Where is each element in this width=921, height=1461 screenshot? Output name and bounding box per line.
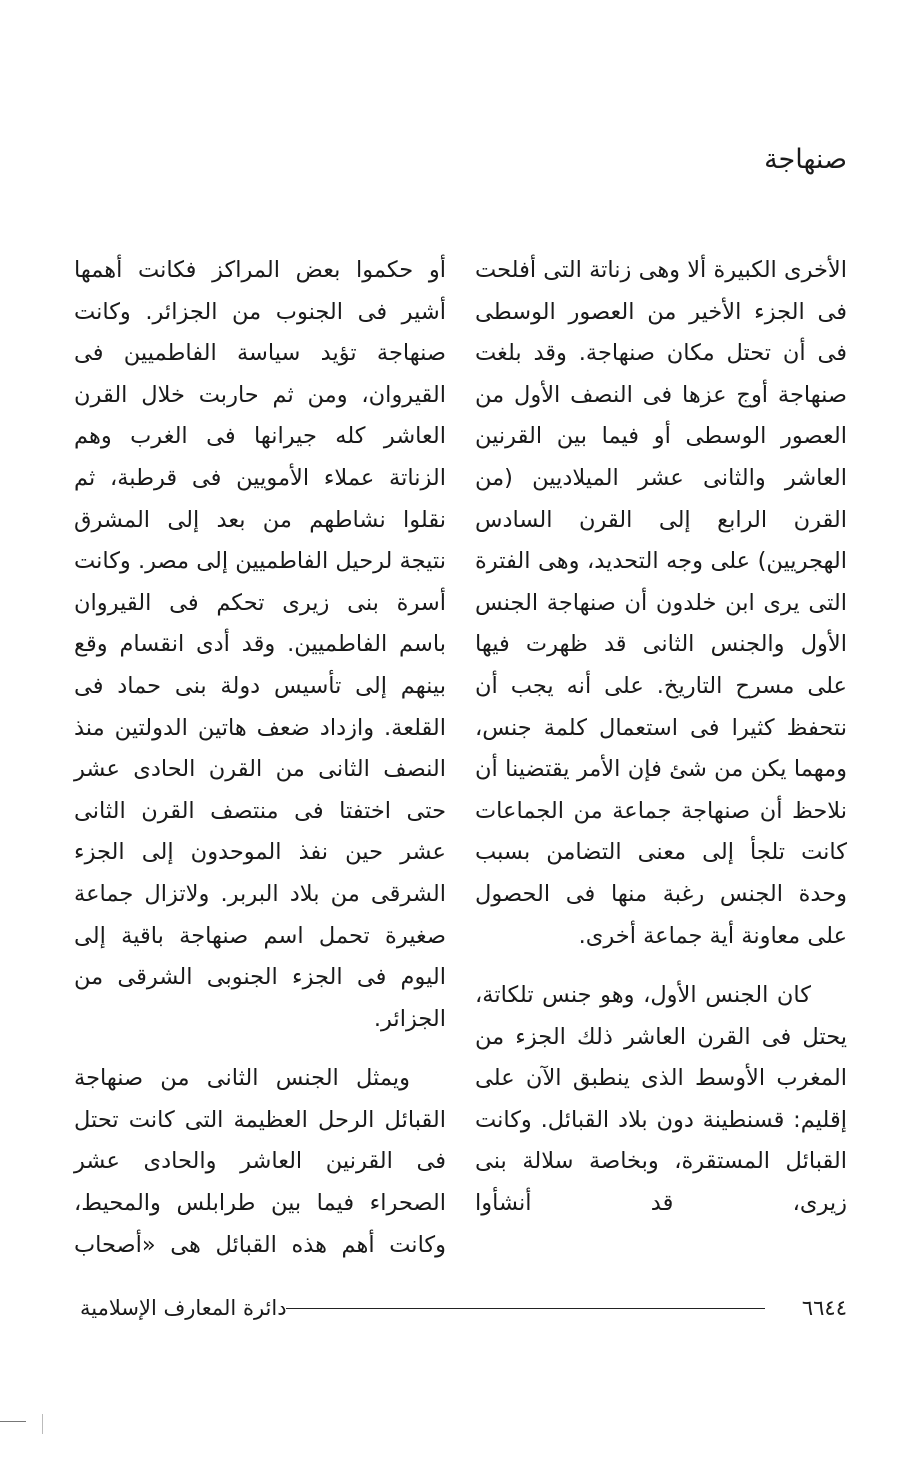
text-column-left xyxy=(74,250,446,1266)
page-footer xyxy=(74,1290,847,1330)
paragraph: أو حكموا بعض المراكز فكانت أهمها أشير فى الجنوب من الجزائر. وكانت صنهاجة تؤيد سياسة الفاطميين فى القيروان، ومن ثم حاربت خلال القرن العاشر كله جيرانها فى الغرب وهم الزناتة عملاء الأمويين فى قرطبة، ثم نقلوا نشاطهم من بعد إلى المشرق نتيجة لرحيل الفاطميين إلى مصر. وكانت أسرة بنى زيرى تحكم فى القيروان باسم الفاطميين. وقد أدى انقسام وقع بينهم إلى تأسيس دولة بنى حماد فى القلعة. وازداد ضعف هاتين الدولتين منذ النصف الثانى من القرن الحادى عشر حتى اختفتا فى منتصف القرن الثانى عشر حين نفذ الموحدون إلى الجزء الشرقى من بلاد البربر. ولاتزال جماعة صغيرة تحمل اسم صنهاجة باقية إلى اليوم فى الجزء الجنوبى الشرقى من الجزائر. xyxy=(74,257,446,1032)
page-number: ٦٦٤٤ xyxy=(801,1296,847,1320)
footer-publication-title: دائرة المعارف الإسلامية xyxy=(80,1296,287,1320)
text-column-right xyxy=(475,250,847,1225)
scan-edge-mark xyxy=(0,1421,26,1422)
scan-edge-mark xyxy=(42,1414,43,1434)
paragraph: الأخرى الكبيرة ألا وهى زناتة التى أفلحت فى الجزء الأخير من العصور الوسطى فى أن تحتل مكان صنهاجة. وقد بلغت صنهاجة أوج عزها فى النصف الأول من العصور الوسطى أو فيما بين القرنين العاشر والثانى عشر الميلاديين (من القرن الرابع إلى القرن السادس الهجريين) على وجه التحديد، وهى الفترة التى يرى ابن خلدون أن صنهاجة الجنس الأول والجنس الثانى قد ظهرت فيها على مسرح التاريخ. على أنه يجب أن نتحفظ كثيرا فى استعمال كلمة جنس، ومهما يكن من شئ فإن الأمر يقتضينا أن نلاحظ أن صنهاجة جماعة من الجماعات كانت تلجأ إلى معنى التضامن بسبب وحدة الجنس رغبة منها فى الحصول على معاونة أية جماعة أخرى. xyxy=(475,257,847,949)
paragraph: كان الجنس الأول، وهو جنس تلكاتة، يحتل فى القرن العاشر ذلك الجزء من المغرب الأوسط الذى ينطبق الآن على إقليم: قسنطينة دون بلاد القبائل. وكانت القبائل المستقرة، وبخاصة سلالة بنى زيرى، قد أنشأوا xyxy=(475,982,847,1217)
paragraph: ويمثل الجنس الثانى من صنهاجة القبائل الرحل العظيمة التى كانت تحتل فى القرنين العاشر والحادى عشر الصحراء فيما بين طرابلس والمحيط، وكانت أهم هذه القبائل هى «أصحاب xyxy=(74,1065,446,1258)
footer-divider xyxy=(286,1308,765,1309)
running-head-title: صنهاجة xyxy=(764,144,847,175)
